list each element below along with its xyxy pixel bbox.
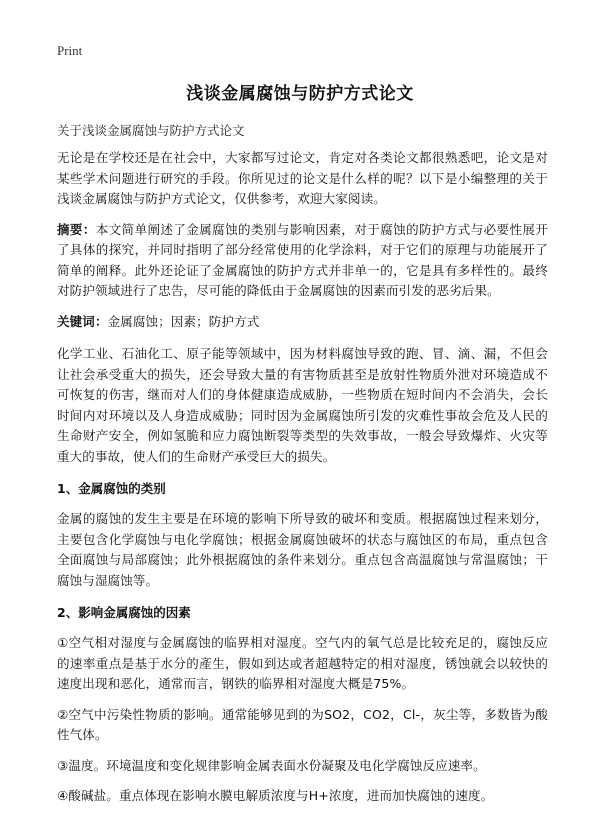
abstract-text: 本文简单阐述了金属腐蚀的类别与影响因素，对于腐蚀的防护方式与必要性展开了具体的探究，并同时指明了部分经常使用的化学涂料，对于它们的原理与功能展开了简单的阐释。此外还论证了金属腐蚀的防护方式并非单一的，它是具有多样性的。最终对防护领域进行了忠告，尽可能的降低由于金属腐蚀的因素而引发的恶劣后果。 (57, 221, 548, 298)
factor-4-paragraph: ④酸碱盐。重点体现在影响水膜电解质浓度与H+浓度，进而加快腐蚀的速度。 (57, 788, 494, 803)
factor-1-paragraph: ①空气相对湿度与金属腐蚀的临界相对湿度。空气内的氧气总是比较充足的，腐蚀反应的速率重点是基于水分的產生，假如到达或者超越特定的相对湿度，锈蚀就会以较快的速度出现和恶化，通常而言，钢铁的临界相对湿度大概是75%。 (57, 635, 548, 691)
section-1-heading: 1、金属腐蚀的类别 (57, 481, 166, 496)
keywords-paragraph (57, 312, 548, 333)
intro-paragraph: 无论是在学校还是在社会中，大家都写过论文，肯定对各类论文都很熟悉吧，论文是对某些学术问题进行研究的手段。你所见过的论文是什么样的呢？以下是小编整理的关于浅谈金属腐蚀与防护方式论文，仅供参考，欢迎大家阅读。 (57, 150, 548, 206)
factor-3-paragraph: ③温度。环境温度和变化规律影响金属表面水份凝聚及电化学腐蚀反应速率。 (57, 757, 486, 773)
keywords-label: 关键词： (57, 313, 108, 329)
page-title: 浅谈金属腐蚀与防护方式论文 (186, 84, 414, 104)
abstract-label: 摘要： (57, 221, 96, 237)
article-subtitle: 关于浅谈金属腐蚀与防护方式论文 (57, 123, 245, 138)
industry-paragraph: 化学工业、石油化工、原子能等领域中，因为材料腐蚀导致的跑、冒、滴、漏，不但会让社会承受重大的损失，还会导致大量的有害物质甚至是放射性物质外泄对环境造成不可恢复的伤害，继而对人们的身体健康造成威胁，一些物质在短时间内不会消失，会长时间内对环境以及人身造成威胁；同时因为金属腐蚀所引发的灾难性事故会危及人民的生命财产安全，例如氢脆和应力腐蚀断裂等类型的失效事故，一般会导致爆炸、火灾等重大的事故，使人们的生命财产承受巨大的损失。 (57, 346, 548, 464)
abstract-paragraph (57, 220, 548, 302)
section-1-paragraph: 金属的腐蚀的发生主要是在环境的影响下所导致的破坏和变质。根据腐蚀过程来划分，主要包含化学腐蚀与电化学腐蚀；根据金属腐蚀破坏的状态与腐蚀区的布局，重点包含全面腐蚀与局部腐蚀；此外根据腐蚀的条件来划分。重点包含高温腐蚀与常温腐蚀；干腐蚀与湿腐蚀等。 (57, 511, 548, 588)
keywords-text: 金属腐蚀；因素；防护方式 (107, 313, 260, 329)
article-body (57, 148, 548, 807)
factor-2-paragraph: ②空气中污染性物质的影响。通常能够见到的为SO2，CO2，Cl-，灰尘等，多数皆为酸性气体。 (57, 706, 548, 742)
section-2-heading: 2、影响金属腐蚀的因素 (57, 605, 191, 620)
print-link[interactable]: Print (57, 43, 83, 58)
